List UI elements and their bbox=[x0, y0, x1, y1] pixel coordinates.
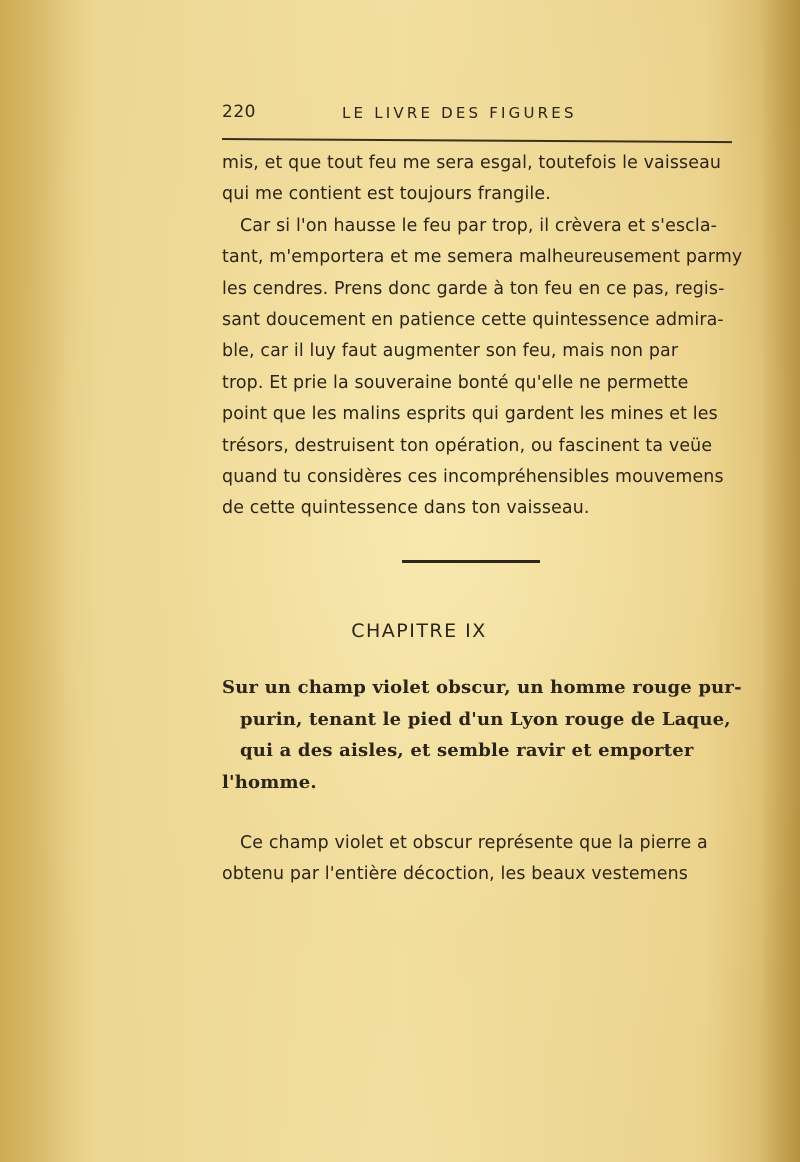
text-line: sant doucement en patience cette quintessence admira- bbox=[222, 310, 724, 331]
text-line: obtenu par l'entière décoction, les beaux vestemens bbox=[222, 864, 688, 885]
text-line: ble, car il luy faut augmenter son feu, mais non par bbox=[222, 341, 679, 362]
chapter-epigraph bbox=[222, 672, 762, 798]
paragraph-block-bottom bbox=[222, 828, 742, 891]
page-edge-shadow-left bbox=[0, 0, 70, 1162]
page-number: 220 bbox=[222, 102, 256, 122]
text-line: Car si l'on hausse le feu par trop, il crèvera et s'escla- bbox=[240, 215, 718, 236]
text-line: qui me contient est toujours frangile. bbox=[222, 184, 551, 205]
epigraph-line: l'homme. bbox=[222, 771, 317, 793]
header-rule bbox=[222, 138, 732, 143]
epigraph-line: purin, tenant le pied d'un Lyon rouge de Laque, bbox=[240, 708, 731, 730]
text-line: trésors, destruisent ton opération, ou fascinent ta veüe bbox=[222, 435, 713, 456]
epigraph-line: qui a des aisles, et semble ravir et emporter bbox=[240, 740, 694, 762]
paragraph-block-top bbox=[222, 148, 742, 525]
chapter-divider-rule bbox=[402, 560, 540, 563]
text-line: Ce champ violet et obscur représente que la pierre a bbox=[240, 833, 708, 853]
text-line: tant, m'emportera et me semera malheureusement parmy bbox=[222, 247, 743, 268]
text-line: mis, et que tout feu me sera esgal, toutefois le vaisseau bbox=[222, 153, 722, 173]
text-line: trop. Et prie la souveraine bonté qu'elle ne permette bbox=[222, 372, 689, 393]
epigraph-line: Sur un champ violet obscur, un homme rouge pur- bbox=[222, 677, 742, 698]
running-title: LE LIVRE DES FIGURES bbox=[342, 104, 577, 122]
text-line: de cette quintessence dans ton vaisseau. bbox=[222, 498, 590, 519]
page-header bbox=[222, 100, 742, 140]
text-line: point que les malins esprits qui gardent les mines et les bbox=[222, 404, 718, 425]
chapter-title: CHAPITRE IX bbox=[351, 620, 487, 642]
page-edge-shadow-right bbox=[760, 0, 800, 1162]
text-line: quand tu considères ces incompréhensibles mouvemens bbox=[222, 467, 724, 488]
text-line: les cendres. Prens donc garde à ton feu en ce pas, regis- bbox=[222, 278, 725, 299]
